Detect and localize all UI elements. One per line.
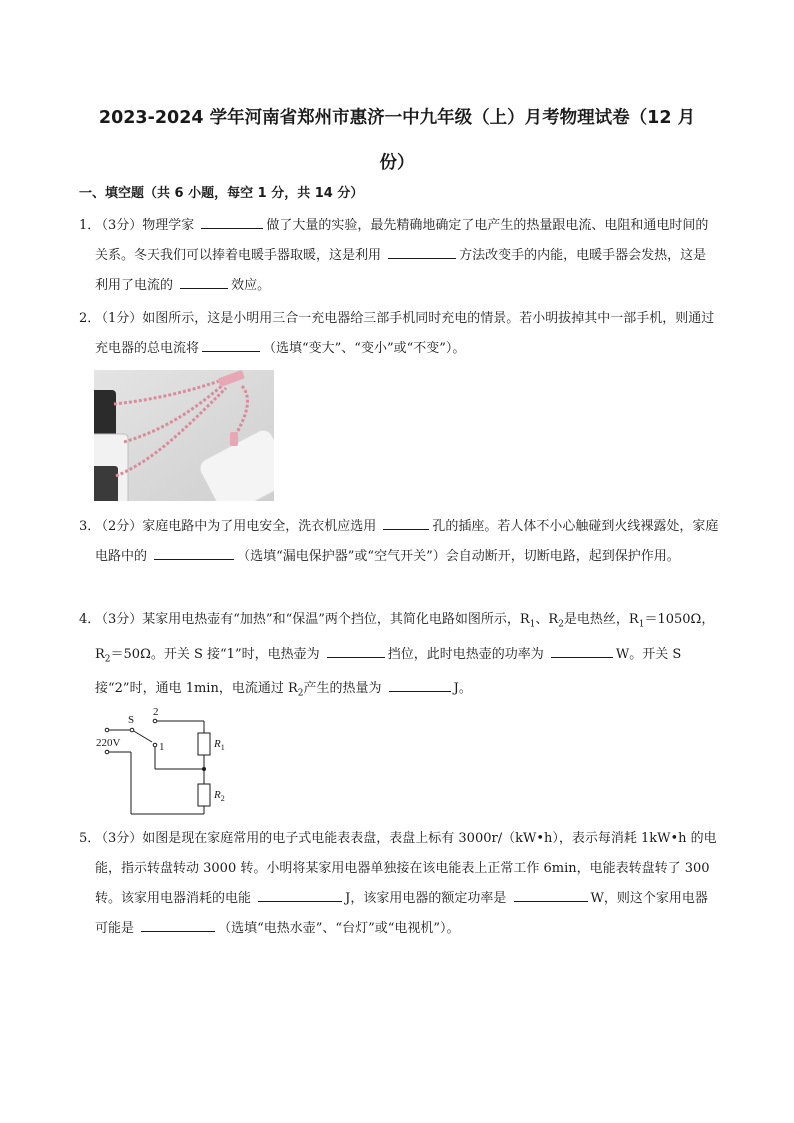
answer-blank[interactable] (201, 214, 263, 229)
question-1 (79, 211, 719, 301)
subscript: 1 (638, 619, 645, 630)
question-text (79, 512, 719, 572)
text-part: （3分）物理学家 (95, 218, 199, 233)
r1-label: $R_1$ (214, 738, 225, 752)
text-part: 方法改变手的内能，电暖手器会发热，这是利用了电流的 (95, 248, 707, 293)
subscript: 2 (558, 619, 564, 630)
text-part: 孔的插座。若人体不小心触碰到火线裸露处，家庭电路中的 (95, 519, 719, 564)
voltage-label: 220V (96, 737, 121, 749)
text-part: （2分）家庭电路中为了用电安全，洗衣机应选用 (95, 519, 381, 534)
question-5 (79, 824, 719, 944)
question-2 (79, 304, 719, 364)
text-part: ＝50Ω。开关 S 接“1”时，电热壶为 (110, 646, 324, 662)
question-text (79, 824, 719, 944)
title-line-2: 份） (379, 153, 415, 173)
text-part: W，则这个家用电器可能是 (95, 891, 708, 936)
answer-blank[interactable] (514, 887, 588, 902)
text-part: （3分）如图是现在家庭常用的电子式电能表表盘，表盘上标有 3000r/（kW•h），表示每消耗 1kW•h 的电能，指示转盘转动 3000 转。小明将某家用电器单独接在该电能表上正常工作 6min，电能表转盘转了 300 转。该家用电器消耗的电能 (95, 831, 717, 906)
text-part: 效应。 (231, 278, 271, 293)
phone-3 (94, 466, 118, 501)
switch-contact-1 (153, 743, 157, 747)
title-line-1: 2023-2024 学年河南省郑州市惠济一中九年级（上）月考物理试卷（12 月 (98, 108, 696, 128)
question-text (79, 211, 719, 301)
terminal (105, 750, 109, 754)
answer-blank[interactable] (389, 677, 451, 692)
question-number: 4． (79, 612, 101, 627)
question-3 (79, 512, 719, 572)
text-part: 是电热丝，R (563, 612, 639, 627)
junction-dot (202, 767, 206, 771)
section-header: 一、填空题（共 6 小题，每空 1 分，共 14 分） (79, 186, 364, 201)
charger-photo (94, 370, 274, 501)
answer-blank[interactable] (383, 515, 429, 530)
text-part: （选填“电热水壶”、“台灯”或“电视机”）。 (218, 921, 460, 936)
circuit-diagram (94, 702, 234, 820)
answer-blank[interactable] (180, 274, 228, 289)
subscript: 1 (529, 619, 536, 630)
answer-blank[interactable] (327, 643, 385, 658)
position-1-label: 1 (159, 741, 165, 753)
text-part: 做了大量的实验，最先精确地确定了电产生的热量跟电流、电阻和通电时间的关系。冬天我们可以捧着电暖手器取暖，这是利用 (95, 218, 709, 263)
charger-illustration (94, 370, 274, 501)
subscript: 2 (297, 688, 304, 699)
text-part: J，该家用电器的额定功率是 (345, 891, 511, 906)
answer-blank[interactable] (154, 545, 234, 560)
question-number: 1． (79, 218, 101, 233)
answer-blank[interactable] (202, 337, 260, 352)
usb-plug (230, 432, 238, 446)
text-part: （3分）某家用电热壶有“加热”和“保温”两个挡位，其简化电路如图所示，R (95, 612, 530, 627)
question-text (79, 304, 719, 364)
question-text (79, 605, 719, 709)
text-part: W。开关 S 接“2”时，通电 1min，电流通过 R (95, 646, 682, 697)
question-4 (79, 605, 719, 709)
subscript: 2 (104, 654, 111, 665)
terminal (105, 728, 109, 732)
text-part: 、R (535, 612, 559, 627)
exam-title (40, 96, 754, 186)
question-number: 2． (79, 311, 101, 326)
text-part: 挡位，此时电热壶的功率为 (387, 646, 548, 662)
switch-pivot (130, 728, 134, 732)
text-part: J。 (453, 681, 472, 697)
answer-blank[interactable] (258, 887, 342, 902)
switch-contact-2 (153, 719, 157, 723)
answer-blank[interactable] (141, 917, 215, 932)
switch-label: S (128, 714, 135, 726)
answer-blank[interactable] (551, 643, 613, 658)
answer-blank[interactable] (388, 244, 456, 259)
r2-label: $R_2$ (214, 789, 225, 803)
question-number: 5． (79, 831, 101, 846)
question-number: 3． (79, 519, 101, 534)
text-part: 产生的热量为 (303, 681, 386, 697)
position-2-label: 2 (153, 706, 159, 718)
text-part: （选填“漏电保护器”或“空气开关”）会自动断开，切断电路，起到保护作用。 (237, 549, 680, 564)
text-part: （选填“变大”、“变小”或“不变”）。 (263, 341, 466, 356)
text-part: ＝1050Ω，R (95, 612, 715, 662)
text-part: （1分）如图所示，这是小明用三合一充电器给三部手机同时充电的情景。若小明拔掉其中一部手机，则通过充电器的总电流将 (95, 311, 715, 356)
